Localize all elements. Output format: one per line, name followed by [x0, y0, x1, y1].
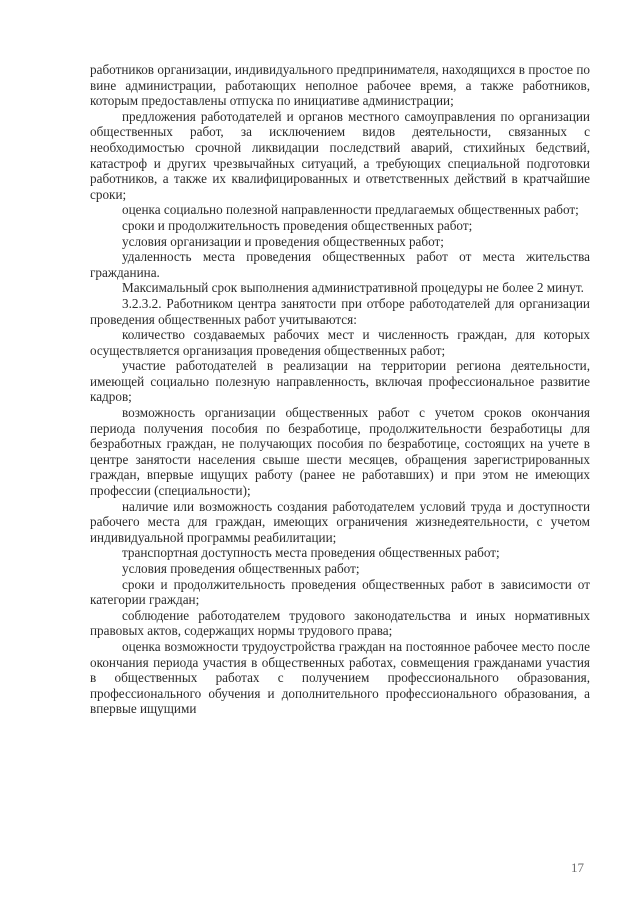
section-paragraph: 3.2.3.2. Работником центра занятости при отборе работодателей для организации проведения общественных работ учитываются:	[90, 295, 590, 327]
paragraph: наличие или возможность создания работодателем условий труда и доступности рабочего места для граждан, имеющих ограничения жизнедеятельности, с учетом индивидуальной программы реабилитации;	[90, 498, 590, 545]
page-number: 17	[571, 860, 584, 875]
paragraph: соблюдение работодателем трудового законодательства и иных нормативных правовых актов, содержащих нормы трудового права;	[90, 607, 590, 639]
paragraph: оценка социально полезной направленности предлагаемых общественных работ;	[122, 202, 579, 218]
paragraph: участие работодателей в реализации на территории региона деятельности, имеющей социально полезную направленность, включая профессиональное развитие кадров;	[90, 358, 590, 405]
document-body	[90, 62, 590, 717]
paragraph: условия проведения общественных работ;	[122, 561, 360, 576]
paragraph: удаленность места проведения общественных работ от места жительства гражданина.	[90, 249, 590, 280]
paragraph: условия организации и проведения общественных работ;	[122, 233, 444, 249]
paragraph: возможность организации общественных работ с учетом сроков окончания периода получения пособия по безработице, продолжительности безработицы для безработных граждан, не получающих пособия по безработице, состоящих на учете в центре занятости населения свыше шести месяцев, обращения зарегистрированных граждан, впервые ищущих работу (ранее не работавших) и при этом не имеющих профессии (специальности);	[90, 405, 590, 499]
paragraph: количество создаваемых рабочих мест и численность граждан, для которых осуществляется организация проведения общественных работ;	[90, 327, 590, 358]
paragraph: оценка возможности трудоустройства граждан на постоянное рабочее место после окончания периода участия в общественных работах, совмещения гражданами участия в общественных работах с получением профессионального образования, профессионального обучения и дополнительного профессионального образования, а впервые ищущими	[90, 638, 590, 717]
paragraph: транспортная доступность места проведения общественных работ;	[122, 545, 500, 561]
paragraph: Максимальный срок выполнения административной процедуры не более 2 минут.	[122, 280, 584, 296]
paragraph-continuation: работников организации, индивидуального предпринимателя, находящихся в простое по вине администрации, работающих неполное рабочее время, а также работников, которым предоставлены отпуска по инициативе администрации;	[90, 62, 590, 109]
paragraph: сроки и продолжительность проведения общественных работ в зависимости от категории граждан;	[90, 576, 590, 608]
paragraph: сроки и продолжительность проведения общественных работ;	[122, 217, 473, 233]
paragraph: предложения работодателей и органов местного самоуправления по организации общественных работ, за исключением видов деятельности, связанных с необходимостью срочной ликвидации последствий аварий, стихийных бедствий, катастроф и других чрезвычайных ситуаций, а требующих специальной подготовки работников, а также их квалифицированных и ответственных действий в кратчайшие сроки;	[90, 108, 590, 202]
